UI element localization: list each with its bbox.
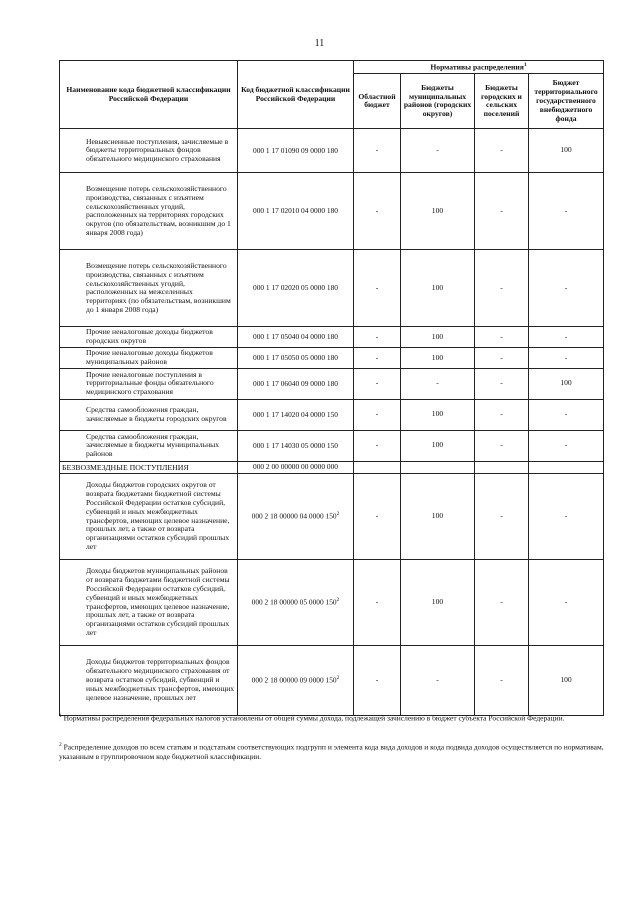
cell-name: Средства самообложения граждан, зачисляемые в бюджеты городских округов [60,399,238,430]
footnote-2 [59,742,607,762]
header-settlements: Бюджеты городских и сельских поселений [475,74,529,129]
header-municipal: Бюджеты муниципальных районов (городских округов) [401,74,475,129]
cell-municipal: 100 [401,348,475,369]
cell-name: Доходы бюджетов муниципальных районов от возврата бюджетами бюджетной системы Российской Федерации остатков субсидий, субвенций и иных межбюджетных трансфертов, имеющих целевое назначение, прошлых лет, а также от возврата организациями остатков субсидий прошлых лет [60,560,238,646]
table-row [60,646,604,716]
cell-regional: - [354,399,401,430]
cell-municipal: 100 [401,399,475,430]
cell-settlements: - [475,250,529,327]
code-value: 000 1 17 05040 04 0000 180 [253,331,338,341]
table-row [60,560,604,646]
code-value: 000 1 17 14020 04 0000 150 [253,409,338,419]
table-body [60,129,604,716]
cell-municipal: 100 [401,430,475,461]
cell-code [238,560,354,646]
code-value: 000 1 17 01090 09 0000 180 [253,145,338,155]
code-value: 000 1 17 02020 05 0000 180 [253,283,338,293]
cell-settlements: - [475,327,529,348]
cell-fund: - [529,399,604,430]
code-value: 000 1 17 14030 05 0000 150 [253,440,338,450]
header-name: Наименование кода бюджетной классификации Российской Федерации [60,61,238,129]
cell-regional: - [354,560,401,646]
header-group-footnote-mark: 1 [523,62,527,68]
cell-code [238,250,354,327]
table-row [60,368,604,399]
cell-fund [529,461,604,473]
cell-fund: - [529,560,604,646]
cell-regional [354,461,401,473]
cell-code [238,474,354,560]
cell-regional: - [354,173,401,250]
cell-settlements: - [475,646,529,716]
footnote-mark: 1 [59,713,62,719]
table-row [60,173,604,250]
section-row [60,461,604,473]
cell-settlements: - [475,430,529,461]
cell-fund: - [529,430,604,461]
code-value: 000 1 17 06040 09 0000 180 [253,378,338,388]
cell-regional: - [354,348,401,369]
cell-municipal: 100 [401,474,475,560]
cell-regional: - [354,430,401,461]
cell-name: БЕЗВОЗМЕЗДНЫЕ ПОСТУПЛЕНИЯ [60,461,238,473]
code-value: 000 2 18 00000 05 0000 150 [251,597,337,607]
footnote-text: Нормативы распределения федеральных налогов установлены от общей суммы дохода, подлежащей зачислению в бюджет субъекта Российской Федерации. [63,713,565,723]
footnote-1 [59,713,607,723]
code-value: 000 1 17 02010 04 0000 180 [253,206,338,216]
cell-code [238,399,354,430]
cell-code [238,173,354,250]
code-footnote-mark: 2 [336,675,340,682]
code-value: 000 2 18 00000 09 0000 150 [251,675,337,685]
revenue-distribution-table [59,60,604,716]
table-row [60,348,604,369]
cell-settlements: - [475,348,529,369]
table-row [60,474,604,560]
cell-name: Прочие неналоговые поступления в территориальные фонды обязательного медицинского страхования [60,368,238,399]
cell-regional: - [354,129,401,173]
cell-fund: - [529,348,604,369]
cell-code [238,368,354,399]
cell-fund: - [529,327,604,348]
code-footnote-mark: 2 [336,511,340,518]
cell-name: Доходы бюджетов территориальных фондов обязательного медицинского страхования от возврата остатков субсидий, субвенций и иных межбюджетных трансфертов, имеющих целевое назначение, прошлых лет [60,646,238,716]
code-value: 000 2 00 00000 00 0000 000 [253,462,338,472]
cell-regional: - [354,250,401,327]
cell-regional: - [354,368,401,399]
cell-settlements: - [475,399,529,430]
cell-municipal: 100 [401,560,475,646]
cell-name: Невыясненные поступления, зачисляемые в бюджеты территориальных фондов обязательного медицинского страхования [60,129,238,173]
cell-fund: 100 [529,646,604,716]
cell-name: Доходы бюджетов городских округов от возврата бюджетами бюджетной системы Российской Федерации остатков субсидий, субвенций и иных межбюджетных трансфертов, имеющих целевое назначение, прошлых лет, а также от возврата организациями остатков субсидий прошлых лет [60,474,238,560]
cell-regional: - [354,327,401,348]
cell-municipal: - [401,368,475,399]
cell-name: Возмещение потерь сельскохозяйственного производства, связанных с изъятием сельскохозяйственных угодий, расположенных на территориях городских округов (по обязательствам, возникшим до 1 января 2008 года) [60,173,238,250]
cell-municipal: - [401,129,475,173]
header-group-label: Нормативы распределения [430,62,524,72]
table-row [60,327,604,348]
cell-settlements: - [475,129,529,173]
cell-code [238,430,354,461]
cell-settlements: - [475,368,529,399]
cell-municipal: 100 [401,173,475,250]
cell-code [238,646,354,716]
cell-settlements: - [475,474,529,560]
cell-name: Прочие неналоговые доходы бюджетов муниципальных районов [60,348,238,369]
cell-code [238,129,354,173]
cell-name: Средства самообложения граждан, зачисляемые в бюджеты муниципальных районов [60,430,238,461]
cell-code [238,348,354,369]
page-number: 11 [314,38,325,49]
cell-municipal [401,461,475,473]
cell-name: Прочие неналоговые доходы бюджетов городских округов [60,327,238,348]
cell-settlements [475,461,529,473]
cell-name: Возмещение потерь сельскохозяйственного производства, связанных с изъятием сельскохозяйственных угодий, расположенных на межселенных территориях (по обязательствам, возникшим до 1 января 2008 года) [60,250,238,327]
cell-code [238,327,354,348]
footnote-text: Распределение доходов по всем статьям и подстатьям соответствующих подгрупп и элемента кода вида доходов и кода подвида доходов осуществляется по нормативам, указанным в группировочном коде бюджетной классификации. [59,742,604,762]
table-row [60,250,604,327]
cell-regional: - [354,646,401,716]
cell-municipal: 100 [401,250,475,327]
table-row [60,129,604,173]
header-code: Код бюджетной классификации Российской Федерации [238,61,354,129]
header-fund: Бюджет территориального государственного внебюджетного фонда [529,74,604,129]
cell-settlements: - [475,560,529,646]
table-row [60,430,604,461]
cell-settlements: - [475,173,529,250]
cell-code [238,461,354,473]
cell-municipal: - [401,646,475,716]
code-value: 000 2 18 00000 04 0000 150 [251,511,337,521]
cell-fund: - [529,474,604,560]
cell-fund: 100 [529,129,604,173]
table-row [60,399,604,430]
code-value: 000 1 17 05050 05 0000 180 [253,352,338,362]
cell-fund: - [529,250,604,327]
cell-municipal: 100 [401,327,475,348]
code-footnote-mark: 2 [336,597,340,604]
cell-fund: 100 [529,368,604,399]
cell-regional: - [354,474,401,560]
footnote-mark: 2 [59,742,62,748]
header-group [354,61,604,74]
header-regional: Областной бюджет [354,74,401,129]
cell-fund: - [529,173,604,250]
